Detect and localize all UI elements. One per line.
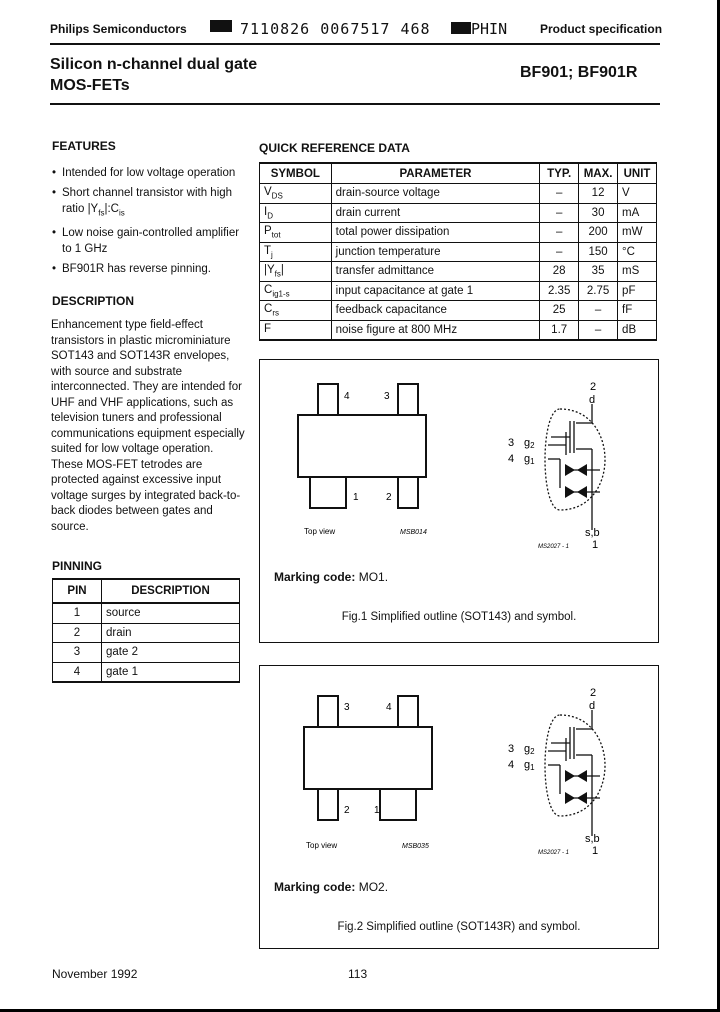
table-row: $C_{ig1-s}$ input capacitance at gate 1 2.35 2.75 pF bbox=[260, 281, 657, 301]
sot143r-outline-symbol-diagram bbox=[260, 666, 658, 948]
marking-code: Marking code: MO1. bbox=[274, 570, 389, 584]
gate1-pin-number: 4 bbox=[508, 453, 515, 465]
title-line-2: MOS-FETs bbox=[50, 77, 130, 94]
gate1-label: g1 bbox=[524, 759, 535, 772]
page-number: 113 bbox=[348, 967, 368, 981]
header-divider bbox=[50, 43, 660, 45]
pin-label: 3 bbox=[384, 391, 390, 402]
figure-caption: Fig.2 Simplified outline (SOT143R) and symbol. bbox=[337, 921, 581, 933]
table-row: F noise figure at 800 MHz 1.7 – dB bbox=[260, 320, 657, 340]
part-number: BF901; BF901R bbox=[520, 64, 638, 81]
pin-label: 3 bbox=[344, 702, 350, 713]
description-text: Enhancement type field-effect transistors in plastic microminiature SOT143 and SOT143R envelopes, with source and substrate interconnected. They are intended for UHF and VHF applications, such as television tuners and professional communications equipment especially suited for low voltage operation. These MOS-FET tetrodes are protected against excessive input voltage surges by integrated back-to-back diodes between gates and source. bbox=[51, 319, 245, 533]
protection-diodes bbox=[565, 464, 587, 498]
drawing-ref: MSB035 bbox=[402, 843, 429, 850]
drain-pin-number: 2 bbox=[590, 687, 597, 699]
title-divider bbox=[50, 103, 660, 105]
feature-item: • Intended for low voltage operation bbox=[52, 165, 247, 181]
features-heading: FEATURES bbox=[52, 139, 116, 153]
barcode-block bbox=[210, 20, 232, 32]
drain-label: d bbox=[589, 394, 596, 406]
pinning-heading: PINNING bbox=[52, 559, 103, 573]
description-heading: DESCRIPTION bbox=[52, 294, 135, 308]
table-row: 4 gate 1 bbox=[53, 662, 240, 682]
source-label: s,b bbox=[585, 527, 600, 539]
table-row: 2 drain bbox=[53, 623, 240, 643]
pin-description-header: DESCRIPTION bbox=[102, 579, 240, 603]
figure-2 bbox=[259, 665, 659, 949]
gate2-pin-number: 3 bbox=[508, 743, 515, 755]
package-outline bbox=[298, 384, 426, 508]
table-row: 1 source bbox=[53, 603, 240, 623]
top-view-label: Top view bbox=[304, 527, 336, 536]
source-pin-number: 1 bbox=[592, 539, 599, 551]
barcode-number: 7110826 0067517 468 bbox=[240, 20, 431, 38]
table-row: $C_{rs}$ feedback capacitance 25 – fF bbox=[260, 301, 657, 321]
pin-label: 1 bbox=[374, 805, 380, 816]
table-row: $V_{DS}$ drain-source voltage – 12 V bbox=[260, 184, 657, 204]
title-line-1: Silicon n-channel dual gate bbox=[50, 56, 258, 73]
pin-header: PIN bbox=[53, 579, 102, 603]
publication-date: November 1992 bbox=[52, 967, 138, 981]
top-view-label: Top view bbox=[306, 841, 338, 850]
max-header: MAX. bbox=[579, 163, 618, 184]
pin-label: 2 bbox=[344, 805, 350, 816]
feature-item: • BF901R has reverse pinning. bbox=[52, 261, 247, 277]
document-title bbox=[50, 54, 257, 96]
symbol-header: SYMBOL bbox=[260, 163, 332, 184]
table-row: $|Y_{fs}|$ transfer admittance 28 35 mS bbox=[260, 262, 657, 282]
symbol-ref: MS2027 - 1 bbox=[538, 850, 570, 856]
pin-label: 4 bbox=[344, 391, 350, 402]
symbol-ref: MS2027 - 1 bbox=[538, 544, 570, 550]
gate2-pin-number: 3 bbox=[508, 437, 515, 449]
table-row: $P_{tot}$ total power dissipation – 200 mW bbox=[260, 223, 657, 243]
source-label: s,b bbox=[585, 833, 600, 845]
barcode-block bbox=[451, 22, 471, 34]
table-row: $I_D$ drain current – 30 mA bbox=[260, 203, 657, 223]
manufacturer-code: PHIN bbox=[471, 20, 508, 38]
gate2-label: g2 bbox=[524, 743, 535, 756]
mosfet-symbol bbox=[545, 404, 605, 530]
marking-code: Marking code: MO2. bbox=[274, 880, 389, 894]
unit-header: UNIT bbox=[618, 163, 657, 184]
pinning-table bbox=[52, 578, 240, 683]
figure-1 bbox=[259, 359, 659, 643]
pin-label: 4 bbox=[386, 702, 392, 713]
feature-item: • Low noise gain-controlled amplifier to 1 GHz bbox=[52, 225, 247, 257]
package-outline bbox=[304, 696, 432, 820]
figure-caption: Fig.1 Simplified outline (SOT143) and symbol. bbox=[341, 611, 577, 623]
feature-item: • Short channel transistor with high ratio $|Y_{fs}|:C_{is}$ bbox=[52, 185, 247, 221]
features-list bbox=[52, 165, 247, 281]
pin-label: 2 bbox=[386, 492, 392, 503]
gate1-label: g1 bbox=[524, 453, 535, 466]
document-type: Product specification bbox=[540, 22, 663, 36]
mosfet-symbol bbox=[545, 710, 605, 836]
parameter-header: PARAMETER bbox=[331, 163, 540, 184]
gate1-pin-number: 4 bbox=[508, 759, 515, 771]
table-row: 3 gate 2 bbox=[53, 643, 240, 663]
protection-diodes bbox=[565, 770, 587, 804]
table-row: $T_j$ junction temperature – 150 °C bbox=[260, 242, 657, 262]
drawing-ref: MSB014 bbox=[400, 529, 427, 536]
sot143-outline-symbol-diagram bbox=[260, 360, 658, 642]
gate2-label: g2 bbox=[524, 437, 535, 450]
source-pin-number: 1 bbox=[592, 845, 599, 857]
drain-pin-number: 2 bbox=[590, 381, 597, 393]
drain-label: d bbox=[589, 700, 596, 712]
company-name: Philips Semiconductors bbox=[50, 22, 187, 36]
pin-label: 1 bbox=[353, 492, 359, 503]
quick-reference-table bbox=[259, 162, 657, 341]
quick-reference-heading: QUICK REFERENCE DATA bbox=[259, 141, 410, 155]
typ-header: TYP. bbox=[540, 163, 579, 184]
